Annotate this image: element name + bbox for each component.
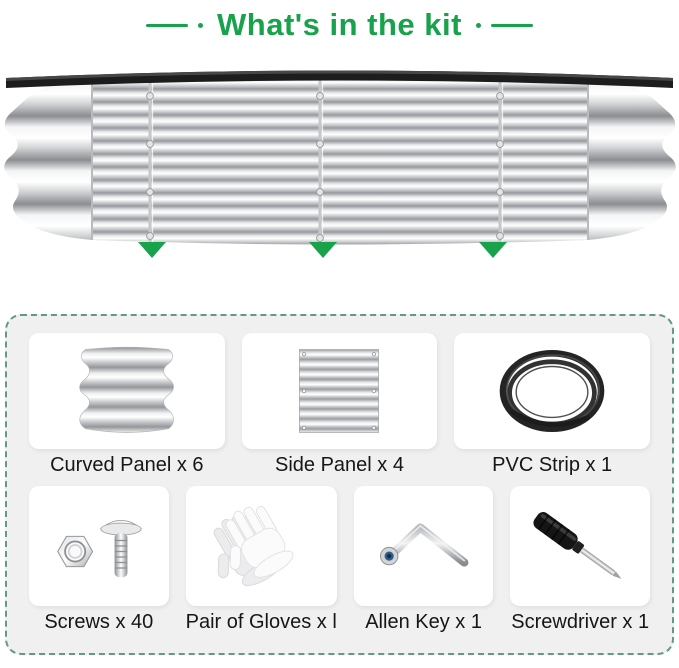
kit-row-2: [29, 486, 650, 641]
allen-key-icon: [369, 499, 479, 593]
down-arrow-icon: [479, 258, 507, 296]
item-label: PVC Strip x 1: [492, 454, 613, 476]
header: [0, 5, 679, 45]
screws-icon: [44, 499, 154, 593]
kit-item-gloves: [186, 486, 337, 641]
page: [0, 5, 679, 668]
ornament-dot: [198, 23, 203, 28]
kit-item-pvc-strip: [454, 333, 650, 484]
kit-row-1: [29, 333, 650, 484]
screwdriver-card: [510, 486, 650, 606]
curved-panel-card: [29, 333, 225, 449]
kit-panel: [5, 314, 674, 655]
page-title: What's in the kit: [217, 7, 462, 42]
gloves-card: [186, 486, 337, 606]
allen-key-card: [354, 486, 494, 606]
kit-item-curved-panel: [29, 333, 225, 484]
item-label: Curved Panel x 6: [50, 454, 204, 476]
screws-card: [29, 486, 169, 606]
side-panel-icon: [273, 342, 405, 440]
down-arrow-icon: [309, 258, 337, 296]
title-ornament-left: [146, 23, 203, 28]
screwdriver-icon: [525, 499, 635, 593]
kit-item-screws: [29, 486, 169, 641]
pvc-strip-icon: [486, 342, 618, 440]
item-label: Allen Key x 1: [365, 611, 482, 633]
pvc-strip-card: [454, 333, 650, 449]
gloves-icon: [206, 499, 316, 593]
curved-panel-icon: [61, 342, 193, 440]
down-arrow-icon: [138, 258, 166, 296]
item-label: Screwdriver x 1: [511, 611, 650, 633]
ornament-line: [146, 24, 188, 27]
kit-item-screwdriver: [510, 486, 650, 641]
kit-item-side-panel: [242, 333, 438, 484]
galvanized-raised-bed-image: [0, 52, 679, 250]
ornament-dot: [476, 23, 481, 28]
item-label: Screws x 40: [44, 611, 154, 633]
kit-item-allen-key: [354, 486, 494, 641]
title-ornament-right: [476, 23, 533, 28]
ornament-line: [491, 24, 533, 27]
side-panel-card: [242, 333, 438, 449]
item-label: Side Panel x 4: [275, 454, 404, 476]
item-label: Pair of Gloves x l: [185, 611, 337, 633]
arrows-row: [0, 258, 679, 298]
raised-bed-photo: [0, 52, 679, 250]
